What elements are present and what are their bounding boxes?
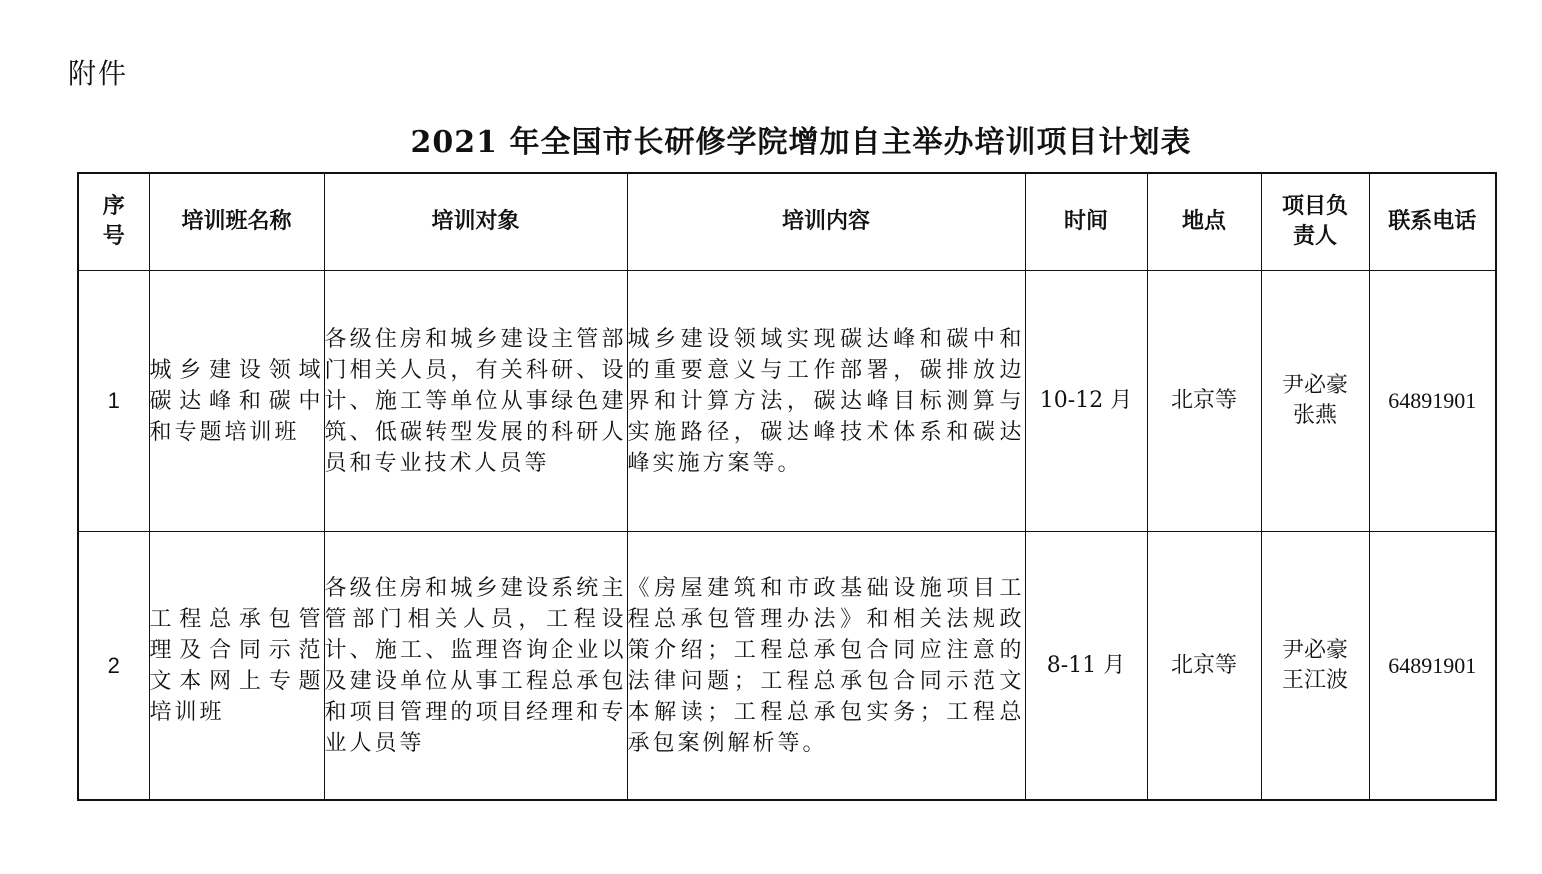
leader-name: 尹必豪: [1281, 373, 1348, 398]
training-plan-table: [77, 172, 1497, 801]
row-index: 1: [78, 271, 149, 532]
training-target: 各级住房和城乡建设系统主管部门相关人员，工程设计、施工、监理咨询企业以及建设单位从事工程总承包和项目管理的项目经理和专业人员等: [324, 532, 627, 801]
training-time: 10-12 月: [1025, 271, 1147, 532]
training-content: 《房屋建筑和市政基础设施项目工程总承包管理办法》和相关法规政策介绍；工程总承包合同应注意的法律问题；工程总承包合同示范文本解读；工程总承包实务；工程总承包案例解析等。: [627, 532, 1025, 801]
header-target: 培训对象: [324, 173, 627, 271]
contact-phone: 64891901: [1369, 532, 1496, 801]
leader-name: 张燕: [1292, 403, 1337, 428]
table-row: [78, 532, 1496, 801]
document-title: 2021 年全国市长研修学院增加自主举办培训项目计划表: [410, 125, 1192, 160]
header-leader: 项目负责人: [1261, 173, 1369, 271]
leader-name: 尹必豪: [1281, 637, 1348, 663]
table-header-row: [78, 173, 1496, 271]
header-time: 时间: [1025, 173, 1147, 271]
training-location: 北京等: [1147, 271, 1261, 532]
training-name: 城乡建设领域碳达峰和碳中和专题培训班: [149, 271, 324, 532]
header-index: 序号: [78, 173, 149, 271]
header-name: 培训班名称: [149, 173, 324, 271]
training-leaders: [1261, 271, 1369, 532]
leader-name: 王江波: [1281, 667, 1348, 693]
training-time: 8-11 月: [1025, 532, 1147, 801]
contact-phone: 64891901: [1369, 271, 1496, 532]
attachment-label: 附件: [68, 57, 129, 90]
training-location: 北京等: [1147, 532, 1261, 801]
header-location: 地点: [1147, 173, 1261, 271]
row-index: 2: [78, 532, 149, 801]
training-leaders: [1261, 532, 1369, 801]
training-content: 城乡建设领域实现碳达峰和碳中和的重要意义与工作部署，碳排放边界和计算方法，碳达峰目标测算与实施路径，碳达峰技术体系和碳达峰实施方案等。: [627, 271, 1025, 532]
training-name: 工程总承包管理及合同示范文本网上专题培训班: [149, 532, 324, 801]
training-target: 各级住房和城乡建设主管部门相关人员，有关科研、设计、施工等单位从事绿色建筑、低碳转型发展的科研人员和专业技术人员等: [324, 271, 627, 532]
header-content: 培训内容: [627, 173, 1025, 271]
table-row: [78, 271, 1496, 532]
header-phone: 联系电话: [1369, 173, 1496, 271]
